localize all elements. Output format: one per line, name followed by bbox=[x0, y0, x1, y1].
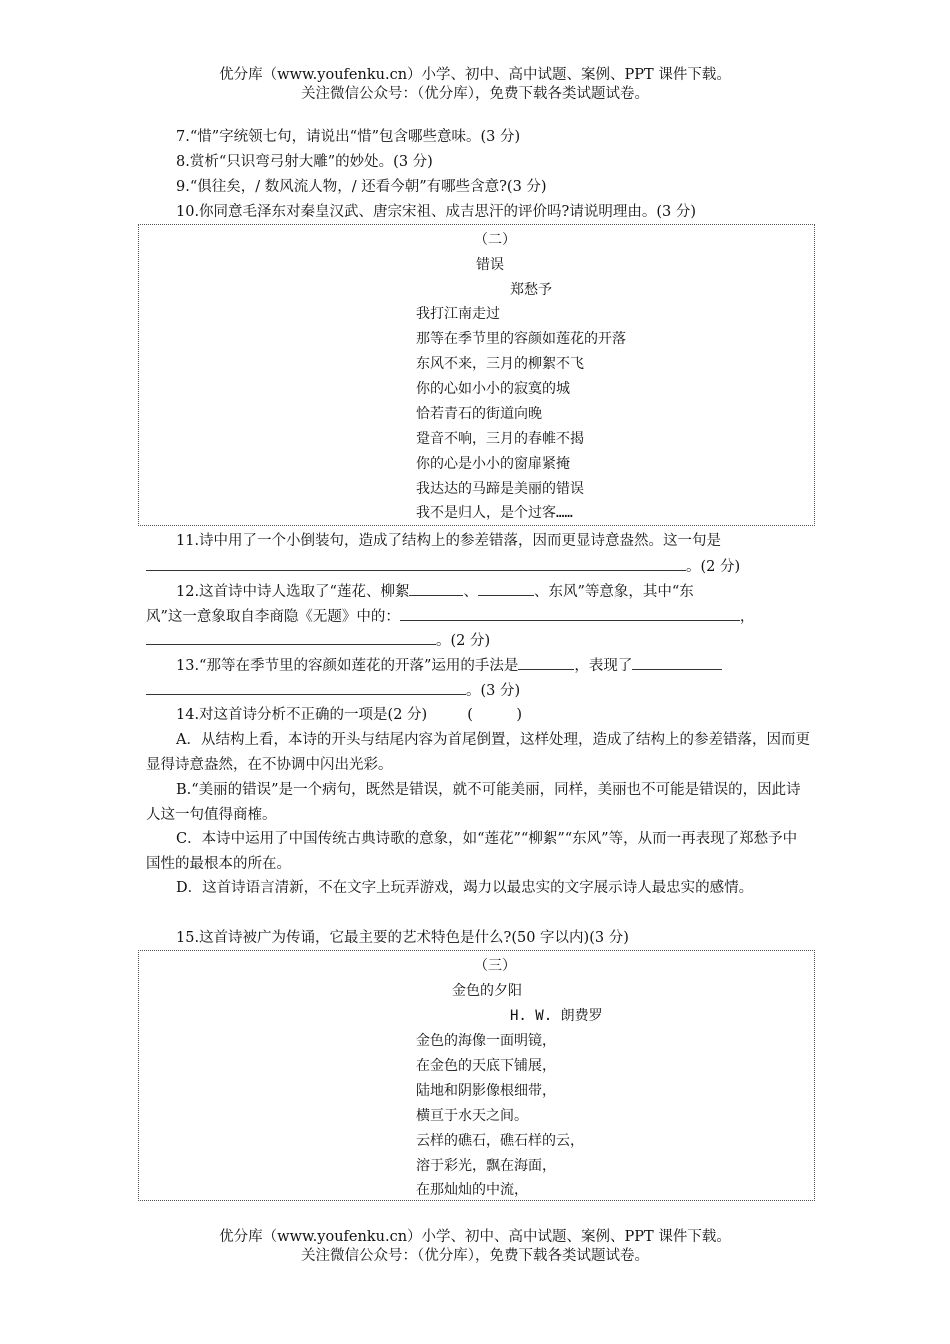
poem-2-line: 你的心是小小的窗扉紧掩 bbox=[416, 456, 570, 472]
answer-blank[interactable] bbox=[146, 628, 436, 645]
section-3-label: （三） bbox=[474, 958, 516, 974]
poem-2-author: 郑愁予 bbox=[510, 282, 552, 298]
poem-3-title: 金色的夕阳 bbox=[452, 983, 522, 999]
answer-blank[interactable] bbox=[518, 653, 574, 670]
section-2-label: （二） bbox=[474, 232, 516, 248]
question-12-cont: 风”这一意象取自李商隐《无题》中的： ， bbox=[146, 604, 810, 629]
poem-2-line: 我打江南走过 bbox=[416, 306, 500, 322]
question-10: 10.你同意毛泽东对秦皇汉武、唐宗宋祖、成吉思汗的评价吗?请说明理由。(3 分) bbox=[176, 204, 696, 220]
poem-3-line: 在那灿灿的中流， bbox=[416, 1182, 528, 1198]
poem-2-line: 我达达的马蹄是美丽的错误 bbox=[416, 481, 584, 497]
poem-2-line: 那等在季节里的容颜如莲花的开落 bbox=[416, 331, 626, 347]
poem-2-line: 跫音不响，三月的春帷不揭 bbox=[416, 431, 584, 447]
answer-blank[interactable] bbox=[146, 554, 686, 571]
question-14: 14.对这首诗分析不正确的一项是(2 分) ( ) bbox=[176, 707, 523, 723]
poem-3-line: 陆地和阴影像根细带， bbox=[416, 1083, 556, 1099]
question-9: 9.“俱往矣，/ 数风流人物，/ 还看今朝”有哪些含意?(3 分) bbox=[176, 179, 547, 195]
poem-3-line: 溶于彩光，飘在海面， bbox=[416, 1158, 556, 1174]
answer-blank[interactable] bbox=[146, 678, 466, 695]
page-footer bbox=[0, 1228, 950, 1266]
answer-blank[interactable] bbox=[400, 604, 740, 621]
poem-2-line: 我不是归人，是个过客…… bbox=[416, 505, 573, 521]
poem-2-title: 错误 bbox=[476, 257, 504, 273]
question-15: 15.这首诗被广为传诵，它最主要的艺术特色是什么?(50 字以内)(3 分) bbox=[176, 930, 629, 946]
answer-blank[interactable] bbox=[478, 579, 534, 596]
poem-3-line: 在金色的天底下铺展， bbox=[416, 1058, 556, 1074]
option-b: B.“美丽的错误”是一个病句，既然是错误，就不可能美丽，同样，美丽也不可能是错误的，因此诗人这一句值得商榷。 bbox=[146, 782, 801, 823]
poem-2-line: 你的心如小小的寂寞的城 bbox=[416, 381, 570, 397]
question-12-answer-line: 。(2 分) bbox=[146, 628, 810, 653]
question-11-answer-line: 。(2 分) bbox=[146, 554, 810, 579]
question-11: 11.诗中用了一个小倒装句，造成了结构上的参差错落，因而更显诗意盎然。这一句是 bbox=[176, 533, 722, 549]
footer-line-1: 优分库（www.youfenku.cn）小学、初中、高中试题、案例、PPT 课件下载。 bbox=[219, 1229, 731, 1245]
poem-3-line: 金色的海像一面明镜， bbox=[416, 1033, 556, 1049]
poem-3-line: 横亘于水天之间。 bbox=[416, 1108, 528, 1124]
header-line-2: 关注微信公众号：（优分库），免费下载各类试题试卷。 bbox=[301, 86, 649, 102]
option-d: D．这首诗语言清新，不在文字上玩弄游戏，竭力以最忠实的文字展示诗人最忠实的感情。 bbox=[176, 880, 754, 896]
option-c: C．本诗中运用了中国传统古典诗歌的意象，如“莲花”“柳絮”“东风”等，从而一再表现了郑愁予中国性的最根本的所在。 bbox=[146, 831, 798, 872]
poem-3-author: H. W. 朗费罗 bbox=[510, 1008, 603, 1024]
answer-blank[interactable] bbox=[409, 579, 463, 596]
answer-paren[interactable]: ( ) bbox=[467, 707, 523, 723]
answer-blank[interactable] bbox=[632, 653, 722, 670]
poem-3-line: 云样的礁石，礁石样的云， bbox=[416, 1133, 584, 1149]
footer-line-2: 关注微信公众号：（优分库），免费下载各类试题试卷。 bbox=[301, 1248, 649, 1264]
header-line-1: 优分库（www.youfenku.cn）小学、初中、高中试题、案例、PPT 课件下载。 bbox=[219, 67, 731, 83]
poem-2-line: 恰若青石的街道向晚 bbox=[416, 406, 542, 422]
question-12: 12.这首诗中诗人选取了“莲花、柳絮 、 、东风”等意象，其中“东 bbox=[176, 579, 810, 604]
question-13-answer-line: 。(3 分) bbox=[146, 678, 810, 703]
question-13: 13.“那等在季节里的容颜如莲花的开落”运用的手法是 ，表现了 bbox=[176, 653, 810, 678]
option-a: A．从结构上看，本诗的开头与结尾内容为首尾倒置，这样处理，造成了结构上的参差错落，因而更显得诗意盎然，在不协调中闪出光彩。 bbox=[146, 732, 810, 773]
question-8: 8.赏析“只识弯弓射大雕”的妙处。(3 分) bbox=[176, 154, 433, 170]
page-header bbox=[0, 66, 950, 104]
poem-2-line: 东风不来，三月的柳絮不飞 bbox=[416, 356, 584, 372]
question-7: 7.“惜”字统领七句，请说出“惜”包含哪些意味。(3 分) bbox=[176, 129, 521, 145]
